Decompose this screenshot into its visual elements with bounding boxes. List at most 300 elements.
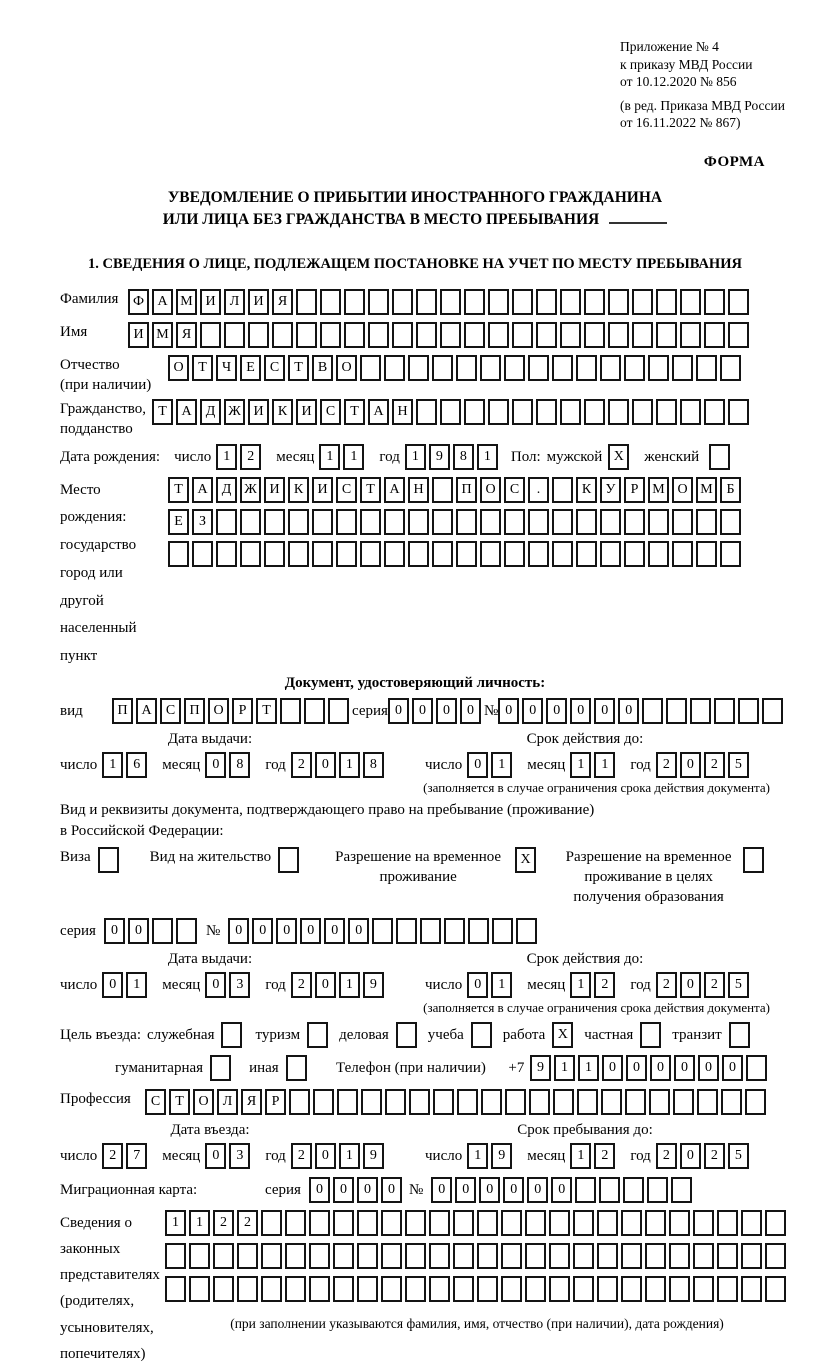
form-cell-empty[interactable]: [765, 1243, 786, 1269]
form-cell-empty[interactable]: [357, 1210, 378, 1236]
form-cell-filled[interactable]: 0: [680, 752, 701, 778]
form-cell-filled[interactable]: 9: [530, 1055, 551, 1081]
form-cell-empty[interactable]: [392, 289, 413, 315]
form-cell-filled[interactable]: 1: [570, 972, 591, 998]
form-cell-filled[interactable]: 0: [357, 1177, 378, 1203]
form-cell-filled[interactable]: 0: [467, 752, 488, 778]
form-cell-empty[interactable]: [645, 1243, 666, 1269]
form-cell-empty[interactable]: [396, 918, 417, 944]
form-cell-empty[interactable]: [680, 399, 701, 425]
form-cell-filled[interactable]: Е: [240, 355, 261, 381]
form-cell-empty[interactable]: [720, 509, 741, 535]
form-cell-empty[interactable]: [648, 509, 669, 535]
form-cell-filled[interactable]: Р: [265, 1089, 286, 1115]
form-cell-empty[interactable]: [642, 698, 663, 724]
form-cell-filled[interactable]: 8: [453, 444, 474, 470]
form-cell-empty[interactable]: [429, 1210, 450, 1236]
form-cell-empty[interactable]: [192, 541, 213, 567]
form-cell-empty[interactable]: [408, 509, 429, 535]
form-cell-filled[interactable]: 0: [674, 1055, 695, 1081]
form-cell-empty[interactable]: [361, 1089, 382, 1115]
form-cell-empty[interactable]: [525, 1243, 546, 1269]
form-cell-filled[interactable]: 1: [319, 444, 340, 470]
form-cell-filled[interactable]: Т: [169, 1089, 190, 1115]
form-cell-empty[interactable]: [440, 289, 461, 315]
form-cell-filled[interactable]: 0: [315, 752, 336, 778]
form-cell-empty[interactable]: [333, 1276, 354, 1302]
form-cell-empty[interactable]: [709, 444, 730, 470]
form-cell-filled[interactable]: 0: [102, 972, 123, 998]
form-cell-empty[interactable]: [285, 1276, 306, 1302]
form-cell-empty[interactable]: [624, 509, 645, 535]
form-cell-filled[interactable]: А: [176, 399, 197, 425]
form-cell-empty[interactable]: [396, 1022, 417, 1048]
form-cell-empty[interactable]: [320, 289, 341, 315]
form-cell-filled[interactable]: И: [296, 399, 317, 425]
form-cell-empty[interactable]: [307, 1022, 328, 1048]
form-cell-filled[interactable]: Д: [200, 399, 221, 425]
form-cell-empty[interactable]: [505, 1089, 526, 1115]
form-cell-empty[interactable]: [560, 399, 581, 425]
form-cell-filled[interactable]: П: [456, 477, 477, 503]
form-cell-filled[interactable]: П: [112, 698, 133, 724]
form-cell-filled[interactable]: И: [128, 322, 149, 348]
form-cell-empty[interactable]: [552, 541, 573, 567]
form-cell-empty[interactable]: [176, 918, 197, 944]
form-cell-empty[interactable]: [320, 322, 341, 348]
form-cell-empty[interactable]: [536, 399, 557, 425]
form-cell-empty[interactable]: [693, 1276, 714, 1302]
form-cell-filled[interactable]: К: [288, 477, 309, 503]
form-cell-empty[interactable]: [741, 1210, 762, 1236]
form-cell-empty[interactable]: [745, 1089, 766, 1115]
form-cell-empty[interactable]: [240, 509, 261, 535]
form-cell-empty[interactable]: [746, 1055, 767, 1081]
form-cell-empty[interactable]: [560, 289, 581, 315]
form-cell-empty[interactable]: [237, 1276, 258, 1302]
form-cell-empty[interactable]: [360, 541, 381, 567]
form-cell-filled[interactable]: П: [184, 698, 205, 724]
form-cell-empty[interactable]: [357, 1276, 378, 1302]
form-cell-filled[interactable]: 0: [276, 918, 297, 944]
form-cell-filled[interactable]: X: [552, 1022, 573, 1048]
form-cell-empty[interactable]: [453, 1276, 474, 1302]
form-cell-empty[interactable]: [333, 1243, 354, 1269]
form-cell-filled[interactable]: С: [264, 355, 285, 381]
form-cell-empty[interactable]: [416, 289, 437, 315]
form-cell-filled[interactable]: 0: [626, 1055, 647, 1081]
form-cell-empty[interactable]: [728, 399, 749, 425]
form-cell-empty[interactable]: [264, 541, 285, 567]
form-cell-empty[interactable]: [453, 1210, 474, 1236]
form-cell-filled[interactable]: К: [272, 399, 293, 425]
form-cell-filled[interactable]: О: [208, 698, 229, 724]
form-cell-filled[interactable]: Я: [272, 289, 293, 315]
form-cell-filled[interactable]: 3: [229, 972, 250, 998]
form-cell-filled[interactable]: 0: [498, 698, 519, 724]
form-cell-empty[interactable]: [560, 322, 581, 348]
form-cell-empty[interactable]: [608, 322, 629, 348]
form-cell-empty[interactable]: [576, 355, 597, 381]
form-cell-empty[interactable]: [381, 1210, 402, 1236]
form-cell-filled[interactable]: 9: [429, 444, 450, 470]
form-cell-empty[interactable]: [552, 355, 573, 381]
form-cell-filled[interactable]: 1: [339, 1143, 360, 1169]
form-cell-empty[interactable]: [336, 509, 357, 535]
form-cell-empty[interactable]: [504, 355, 525, 381]
form-cell-filled[interactable]: М: [176, 289, 197, 315]
form-cell-empty[interactable]: [720, 355, 741, 381]
form-cell-empty[interactable]: [717, 1276, 738, 1302]
form-cell-filled[interactable]: 0: [315, 1143, 336, 1169]
form-cell-filled[interactable]: 9: [491, 1143, 512, 1169]
form-cell-filled[interactable]: 2: [237, 1210, 258, 1236]
form-cell-empty[interactable]: [673, 1089, 694, 1115]
form-cell-empty[interactable]: [381, 1243, 402, 1269]
form-cell-empty[interactable]: [456, 541, 477, 567]
form-cell-empty[interactable]: [672, 355, 693, 381]
form-cell-filled[interactable]: О: [672, 477, 693, 503]
form-cell-filled[interactable]: М: [696, 477, 717, 503]
form-cell-empty[interactable]: [286, 1055, 307, 1081]
form-cell-empty[interactable]: [210, 1055, 231, 1081]
form-cell-empty[interactable]: [584, 399, 605, 425]
form-cell-empty[interactable]: [372, 918, 393, 944]
form-cell-empty[interactable]: [289, 1089, 310, 1115]
form-cell-empty[interactable]: [584, 289, 605, 315]
form-cell-filled[interactable]: 0: [680, 972, 701, 998]
form-cell-empty[interactable]: [696, 509, 717, 535]
form-cell-empty[interactable]: [152, 918, 173, 944]
form-cell-empty[interactable]: [432, 541, 453, 567]
form-cell-filled[interactable]: 0: [252, 918, 273, 944]
form-cell-filled[interactable]: И: [264, 477, 285, 503]
form-cell-filled[interactable]: О: [193, 1089, 214, 1115]
form-cell-filled[interactable]: 2: [102, 1143, 123, 1169]
form-cell-filled[interactable]: 0: [680, 1143, 701, 1169]
form-cell-filled[interactable]: 0: [467, 972, 488, 998]
form-cell-filled[interactable]: 1: [216, 444, 237, 470]
form-cell-filled[interactable]: 0: [104, 918, 125, 944]
form-cell-empty[interactable]: [456, 355, 477, 381]
form-cell-filled[interactable]: 1: [165, 1210, 186, 1236]
form-cell-filled[interactable]: 0: [460, 698, 481, 724]
form-cell-filled[interactable]: 8: [229, 752, 250, 778]
form-cell-filled[interactable]: Т: [168, 477, 189, 503]
form-cell-empty[interactable]: [488, 322, 509, 348]
form-cell-empty[interactable]: [608, 289, 629, 315]
form-cell-filled[interactable]: С: [320, 399, 341, 425]
form-cell-empty[interactable]: [278, 847, 299, 873]
form-cell-empty[interactable]: [477, 1243, 498, 1269]
form-cell-empty[interactable]: [409, 1089, 430, 1115]
form-cell-empty[interactable]: [743, 847, 764, 873]
form-cell-empty[interactable]: [501, 1210, 522, 1236]
form-cell-empty[interactable]: [433, 1089, 454, 1115]
form-cell-empty[interactable]: [632, 289, 653, 315]
form-cell-empty[interactable]: [285, 1210, 306, 1236]
form-cell-filled[interactable]: Ф: [128, 289, 149, 315]
form-cell-filled[interactable]: 1: [467, 1143, 488, 1169]
form-cell-filled[interactable]: 2: [291, 752, 312, 778]
form-cell-empty[interactable]: [690, 698, 711, 724]
form-cell-empty[interactable]: [312, 541, 333, 567]
form-cell-empty[interactable]: [669, 1210, 690, 1236]
form-cell-filled[interactable]: Т: [192, 355, 213, 381]
form-cell-empty[interactable]: [240, 541, 261, 567]
form-cell-empty[interactable]: [728, 322, 749, 348]
form-cell-empty[interactable]: [648, 541, 669, 567]
form-cell-filled[interactable]: 0: [205, 972, 226, 998]
form-cell-empty[interactable]: [464, 289, 485, 315]
form-cell-filled[interactable]: О: [168, 355, 189, 381]
form-cell-empty[interactable]: [525, 1276, 546, 1302]
form-cell-filled[interactable]: 0: [455, 1177, 476, 1203]
form-cell-empty[interactable]: [200, 322, 221, 348]
form-cell-filled[interactable]: 0: [436, 698, 457, 724]
form-cell-empty[interactable]: [344, 322, 365, 348]
form-cell-filled[interactable]: 0: [503, 1177, 524, 1203]
form-cell-empty[interactable]: [464, 322, 485, 348]
form-cell-empty[interactable]: [669, 1243, 690, 1269]
form-cell-empty[interactable]: [669, 1276, 690, 1302]
form-cell-filled[interactable]: 0: [479, 1177, 500, 1203]
form-cell-empty[interactable]: [221, 1022, 242, 1048]
form-cell-filled[interactable]: 1: [339, 972, 360, 998]
form-cell-empty[interactable]: [573, 1243, 594, 1269]
form-cell-empty[interactable]: [625, 1089, 646, 1115]
form-cell-filled[interactable]: Т: [360, 477, 381, 503]
form-cell-filled[interactable]: 0: [650, 1055, 671, 1081]
form-cell-filled[interactable]: 5: [728, 752, 749, 778]
form-cell-empty[interactable]: [408, 355, 429, 381]
form-cell-filled[interactable]: 0: [309, 1177, 330, 1203]
form-cell-empty[interactable]: [408, 541, 429, 567]
form-cell-empty[interactable]: [599, 1177, 620, 1203]
form-cell-filled[interactable]: 8: [363, 752, 384, 778]
form-cell-empty[interactable]: [285, 1243, 306, 1269]
form-cell-empty[interactable]: [213, 1276, 234, 1302]
form-cell-empty[interactable]: [444, 918, 465, 944]
form-cell-empty[interactable]: [721, 1089, 742, 1115]
form-cell-empty[interactable]: [288, 509, 309, 535]
form-cell-empty[interactable]: [512, 399, 533, 425]
form-cell-filled[interactable]: 0: [522, 698, 543, 724]
form-cell-empty[interactable]: [765, 1210, 786, 1236]
form-cell-filled[interactable]: Д: [216, 477, 237, 503]
form-cell-empty[interactable]: [600, 355, 621, 381]
form-cell-filled[interactable]: Ж: [224, 399, 245, 425]
form-cell-empty[interactable]: [432, 355, 453, 381]
form-cell-filled[interactable]: Р: [232, 698, 253, 724]
form-cell-empty[interactable]: [237, 1243, 258, 1269]
form-cell-empty[interactable]: [261, 1210, 282, 1236]
form-cell-empty[interactable]: [429, 1276, 450, 1302]
form-cell-empty[interactable]: [645, 1276, 666, 1302]
form-cell-filled[interactable]: Ч: [216, 355, 237, 381]
form-cell-empty[interactable]: [296, 322, 317, 348]
form-cell-filled[interactable]: 0: [594, 698, 615, 724]
form-cell-empty[interactable]: [261, 1276, 282, 1302]
form-cell-empty[interactable]: [360, 355, 381, 381]
form-cell-empty[interactable]: [536, 289, 557, 315]
form-cell-filled[interactable]: X: [515, 847, 536, 873]
form-cell-filled[interactable]: 0: [546, 698, 567, 724]
form-cell-empty[interactable]: [309, 1276, 330, 1302]
form-cell-filled[interactable]: 6: [126, 752, 147, 778]
form-cell-empty[interactable]: [696, 541, 717, 567]
form-cell-filled[interactable]: 0: [228, 918, 249, 944]
form-cell-empty[interactable]: [714, 698, 735, 724]
form-cell-empty[interactable]: [432, 477, 453, 503]
form-cell-filled[interactable]: 2: [704, 752, 725, 778]
form-cell-filled[interactable]: 0: [388, 698, 409, 724]
form-cell-filled[interactable]: 0: [698, 1055, 719, 1081]
form-cell-empty[interactable]: [309, 1210, 330, 1236]
form-cell-filled[interactable]: Т: [288, 355, 309, 381]
form-cell-empty[interactable]: [552, 477, 573, 503]
form-cell-empty[interactable]: [224, 322, 245, 348]
form-cell-empty[interactable]: [309, 1243, 330, 1269]
form-cell-filled[interactable]: С: [160, 698, 181, 724]
form-cell-empty[interactable]: [600, 509, 621, 535]
form-cell-filled[interactable]: З: [192, 509, 213, 535]
form-cell-filled[interactable]: 2: [240, 444, 261, 470]
form-cell-empty[interactable]: [741, 1243, 762, 1269]
form-cell-filled[interactable]: С: [504, 477, 525, 503]
form-cell-empty[interactable]: [704, 322, 725, 348]
form-cell-empty[interactable]: [481, 1089, 502, 1115]
form-cell-empty[interactable]: [405, 1243, 426, 1269]
form-cell-filled[interactable]: 5: [728, 1143, 749, 1169]
form-cell-filled[interactable]: В: [312, 355, 333, 381]
form-cell-filled[interactable]: 2: [656, 972, 677, 998]
form-cell-filled[interactable]: 0: [324, 918, 345, 944]
form-cell-filled[interactable]: .: [528, 477, 549, 503]
form-cell-empty[interactable]: [573, 1276, 594, 1302]
form-cell-empty[interactable]: [405, 1210, 426, 1236]
form-cell-filled[interactable]: 0: [570, 698, 591, 724]
form-cell-empty[interactable]: [549, 1210, 570, 1236]
form-cell-filled[interactable]: Т: [256, 698, 277, 724]
form-cell-empty[interactable]: [576, 509, 597, 535]
form-cell-empty[interactable]: [501, 1243, 522, 1269]
form-cell-empty[interactable]: [216, 541, 237, 567]
form-cell-filled[interactable]: 1: [477, 444, 498, 470]
form-cell-empty[interactable]: [717, 1243, 738, 1269]
form-cell-empty[interactable]: [704, 289, 725, 315]
form-cell-filled[interactable]: 0: [333, 1177, 354, 1203]
form-cell-empty[interactable]: [549, 1276, 570, 1302]
form-cell-filled[interactable]: Н: [392, 399, 413, 425]
form-cell-filled[interactable]: Т: [152, 399, 173, 425]
form-cell-empty[interactable]: [272, 322, 293, 348]
form-cell-filled[interactable]: А: [384, 477, 405, 503]
form-cell-empty[interactable]: [666, 698, 687, 724]
form-cell-empty[interactable]: [456, 509, 477, 535]
form-cell-empty[interactable]: [381, 1276, 402, 1302]
form-cell-empty[interactable]: [392, 322, 413, 348]
form-cell-empty[interactable]: [501, 1276, 522, 1302]
form-cell-empty[interactable]: [304, 698, 325, 724]
form-cell-empty[interactable]: [440, 322, 461, 348]
form-cell-filled[interactable]: X: [608, 444, 629, 470]
form-cell-filled[interactable]: 2: [291, 1143, 312, 1169]
form-cell-empty[interactable]: [429, 1243, 450, 1269]
form-cell-filled[interactable]: 0: [527, 1177, 548, 1203]
form-cell-filled[interactable]: 2: [704, 1143, 725, 1169]
form-cell-filled[interactable]: Я: [241, 1089, 262, 1115]
form-cell-empty[interactable]: [656, 289, 677, 315]
form-cell-empty[interactable]: [648, 355, 669, 381]
form-cell-empty[interactable]: [536, 322, 557, 348]
form-cell-empty[interactable]: [333, 1210, 354, 1236]
form-cell-empty[interactable]: [248, 322, 269, 348]
form-cell-empty[interactable]: [762, 698, 783, 724]
form-cell-empty[interactable]: [477, 1276, 498, 1302]
form-cell-empty[interactable]: [344, 289, 365, 315]
form-cell-empty[interactable]: [213, 1243, 234, 1269]
form-cell-empty[interactable]: [597, 1243, 618, 1269]
form-cell-filled[interactable]: 2: [594, 972, 615, 998]
form-cell-empty[interactable]: [672, 509, 693, 535]
form-cell-empty[interactable]: [529, 1089, 550, 1115]
form-cell-filled[interactable]: 2: [704, 972, 725, 998]
form-cell-filled[interactable]: 0: [551, 1177, 572, 1203]
form-cell-empty[interactable]: [704, 399, 725, 425]
form-cell-empty[interactable]: [649, 1089, 670, 1115]
form-cell-filled[interactable]: 2: [213, 1210, 234, 1236]
form-cell-empty[interactable]: [216, 509, 237, 535]
form-cell-empty[interactable]: [621, 1243, 642, 1269]
form-cell-empty[interactable]: [264, 509, 285, 535]
form-cell-empty[interactable]: [512, 322, 533, 348]
form-cell-empty[interactable]: [640, 1022, 661, 1048]
form-cell-filled[interactable]: 1: [343, 444, 364, 470]
form-cell-empty[interactable]: [573, 1210, 594, 1236]
form-cell-filled[interactable]: 1: [339, 752, 360, 778]
form-cell-filled[interactable]: 1: [578, 1055, 599, 1081]
form-cell-empty[interactable]: [697, 1089, 718, 1115]
form-cell-filled[interactable]: Н: [408, 477, 429, 503]
form-cell-empty[interactable]: [189, 1243, 210, 1269]
form-cell-empty[interactable]: [312, 509, 333, 535]
form-cell-filled[interactable]: 1: [570, 752, 591, 778]
form-cell-empty[interactable]: [621, 1210, 642, 1236]
form-cell-empty[interactable]: [584, 322, 605, 348]
form-cell-empty[interactable]: [729, 1022, 750, 1048]
form-cell-filled[interactable]: 9: [363, 1143, 384, 1169]
form-cell-filled[interactable]: 7: [126, 1143, 147, 1169]
form-cell-filled[interactable]: 0: [205, 752, 226, 778]
form-cell-filled[interactable]: А: [192, 477, 213, 503]
form-cell-filled[interactable]: И: [312, 477, 333, 503]
form-cell-empty[interactable]: [528, 355, 549, 381]
form-cell-filled[interactable]: А: [152, 289, 173, 315]
form-cell-empty[interactable]: [525, 1210, 546, 1236]
form-cell-filled[interactable]: 1: [570, 1143, 591, 1169]
form-cell-filled[interactable]: 2: [291, 972, 312, 998]
form-cell-filled[interactable]: Ж: [240, 477, 261, 503]
form-cell-filled[interactable]: 0: [381, 1177, 402, 1203]
form-cell-empty[interactable]: [471, 1022, 492, 1048]
form-cell-empty[interactable]: [492, 918, 513, 944]
form-cell-filled[interactable]: Л: [217, 1089, 238, 1115]
form-cell-empty[interactable]: [765, 1276, 786, 1302]
form-cell-filled[interactable]: С: [145, 1089, 166, 1115]
form-cell-filled[interactable]: Я: [176, 322, 197, 348]
form-cell-empty[interactable]: [672, 541, 693, 567]
